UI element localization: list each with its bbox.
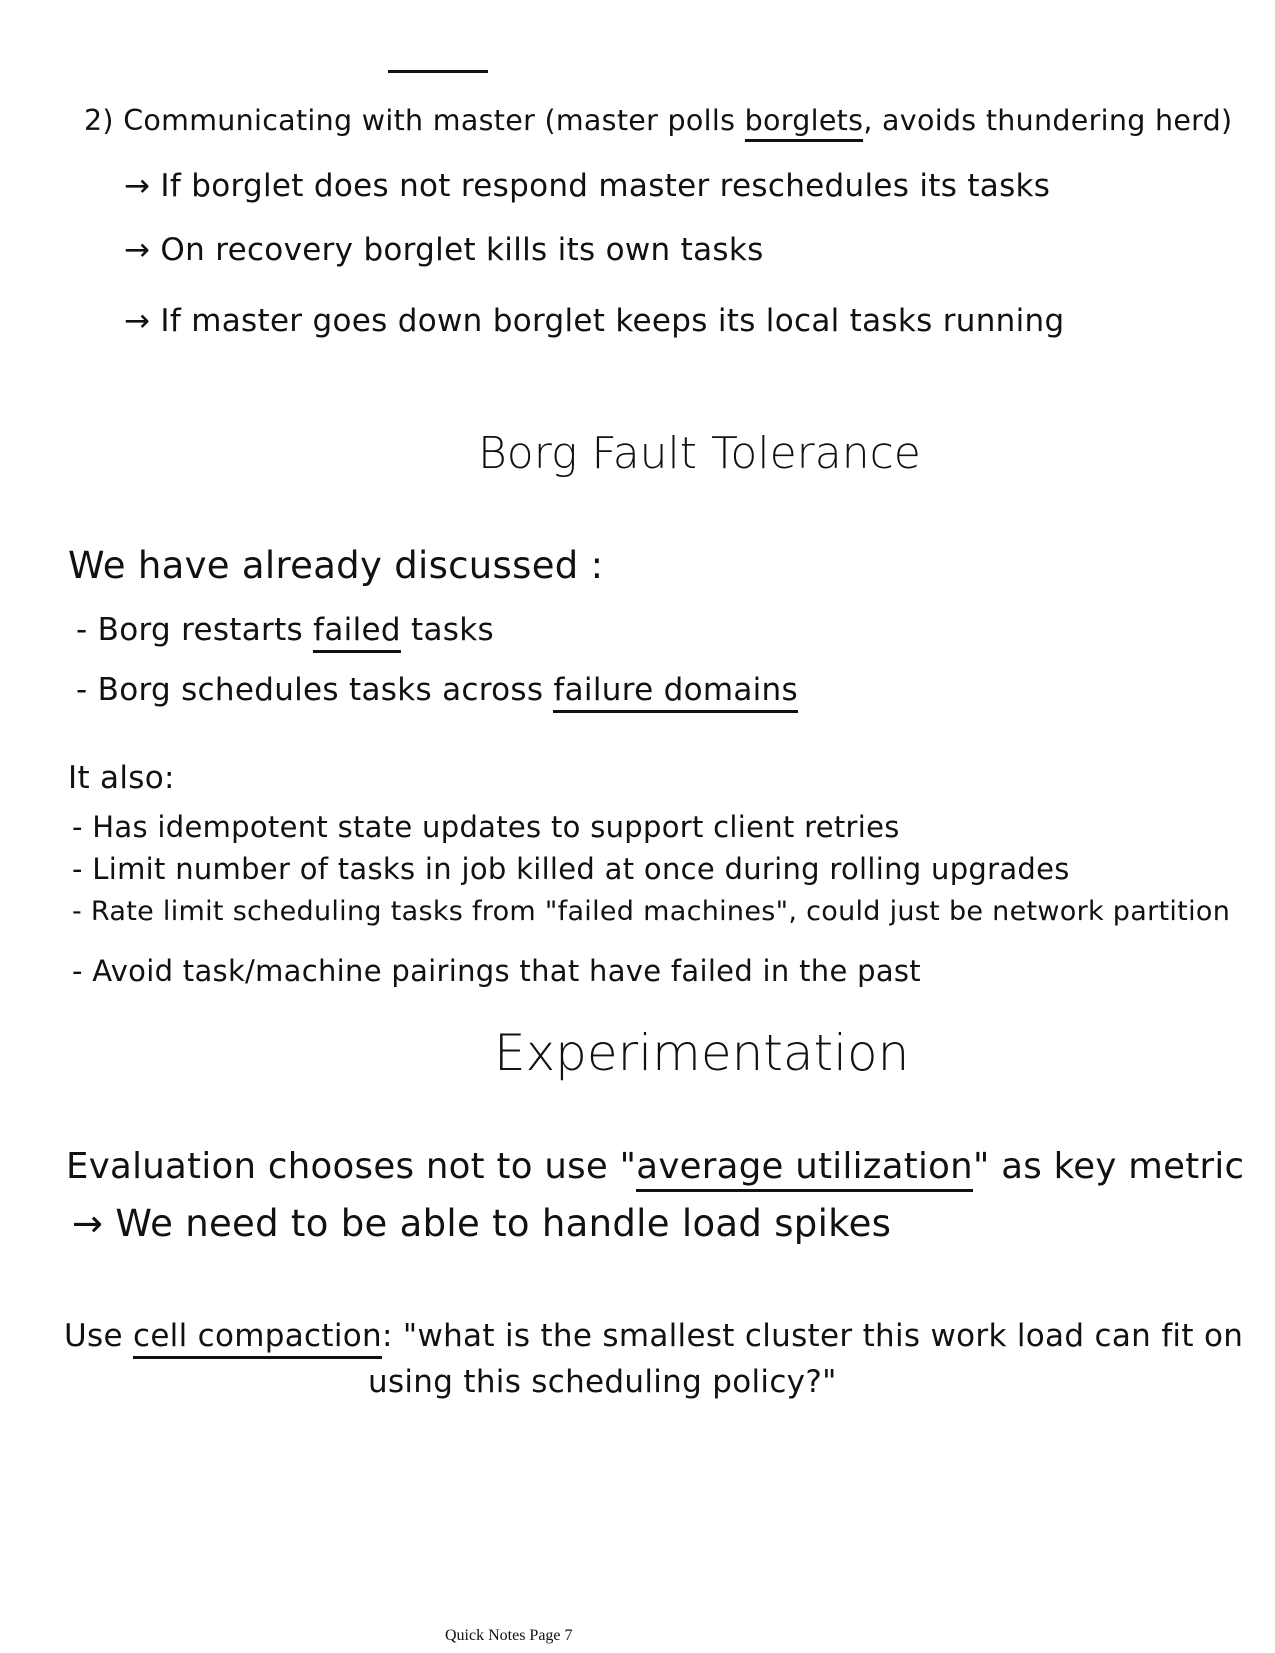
heading-post: , avoids thundering herd) <box>863 104 1233 137</box>
also-item-idempotent: - Has idempotent state updates to support client retries <box>72 810 900 844</box>
master-communication-heading <box>84 104 1232 137</box>
it-also-label: It also: <box>68 760 175 796</box>
evaluation-post: " as key metric <box>972 1146 1245 1187</box>
heading-underlined-borglets: borglets <box>745 104 864 142</box>
bullet-no-response: → If borglet does not respond master reschedules its tasks <box>124 168 1051 204</box>
compaction-pre: Use <box>64 1318 133 1354</box>
discussed-item-failure-domains <box>76 672 798 708</box>
compaction-post: : "what is the smallest cluster this work load can fit on <box>381 1318 1244 1354</box>
also-item-avoid-pairings: - Avoid task/machine pairings that have failed in the past <box>72 954 921 988</box>
already-discussed-intro: We have already discussed : <box>68 544 604 587</box>
discussed-1-pre: - Borg restarts <box>76 612 314 648</box>
experimentation-title: Experimentation <box>494 1024 910 1082</box>
compaction-continuation: using this scheduling policy?" <box>368 1364 837 1400</box>
discussed-1-underlined: failed <box>313 612 401 653</box>
evaluation-sub: → We need to be able to handle load spikes <box>72 1202 892 1245</box>
compaction-line <box>64 1318 1243 1354</box>
evaluation-line <box>66 1146 1244 1187</box>
fault-tolerance-title: Borg Fault Tolerance <box>478 428 921 479</box>
evaluation-pre: Evaluation chooses not to use " <box>66 1146 637 1187</box>
also-item-rolling-upgrades: - Limit number of tasks in job killed at once during rolling upgrades <box>72 852 1070 886</box>
also-item-rate-limit: - Rate limit scheduling tasks from "failed machines", could just be network partition <box>72 896 1231 927</box>
page-footer: Quick Notes Page 7 <box>445 1627 573 1644</box>
discussed-item-restarts <box>76 612 494 648</box>
discussed-1-post: tasks <box>400 612 494 648</box>
heading-pre: 2) Communicating with master (master polls <box>84 104 745 137</box>
discussed-2-underlined: failure domains <box>553 672 798 713</box>
discussed-2-pre: - Borg schedules tasks across <box>76 672 554 708</box>
compaction-underlined: cell compaction <box>133 1318 382 1359</box>
evaluation-underlined: average utilization <box>636 1146 973 1192</box>
top-cutoff-stroke <box>388 70 488 73</box>
bullet-recovery: → On recovery borglet kills its own tasks <box>124 232 764 268</box>
bullet-master-down: → If master goes down borglet keeps its local tasks running <box>124 303 1065 339</box>
